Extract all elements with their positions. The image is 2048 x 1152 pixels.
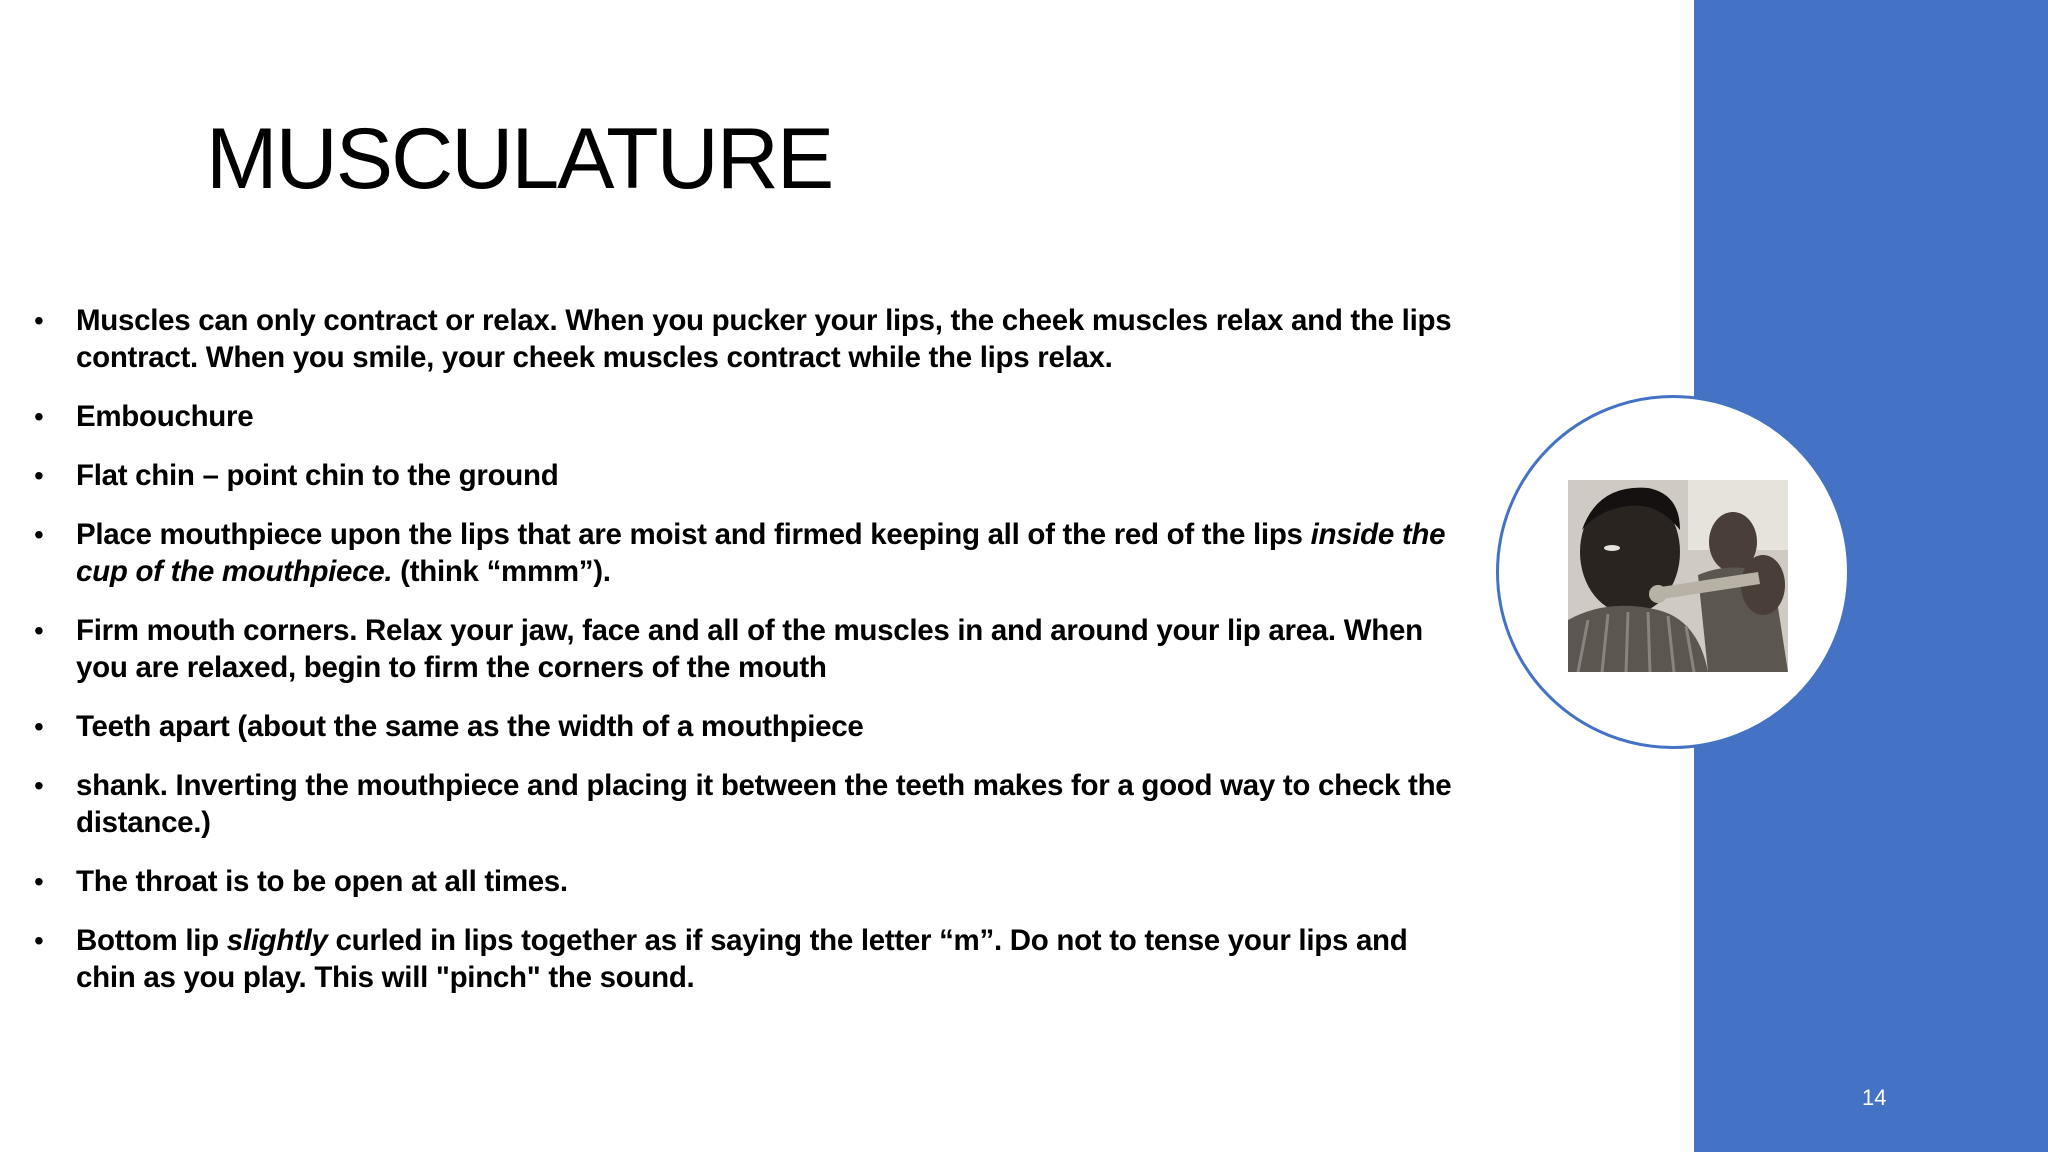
photo-trumpet-mouthpiece	[1649, 585, 1667, 603]
bullet-text: Firm mouth corners. Relax your jaw, face and all of the muscles in and around your lip area. When you are relaxed, begin to firm the corners of the mouth	[76, 614, 1423, 684]
bullet-item	[34, 516, 1454, 590]
bullet-text: Place mouthpiece upon the lips that are moist and firmed keeping all of the red of the lips	[76, 518, 1311, 551]
bullet-list	[34, 302, 1454, 1018]
bullet-text: curled in lips together as if saying the letter “m”. Do not to tense your lips and chin as you play. This will "pinch" the sound.	[76, 924, 1408, 994]
bullet-dot-icon: •	[34, 925, 44, 956]
photo-frame-circle	[1496, 395, 1850, 749]
bullet-dot-icon: •	[34, 401, 44, 432]
bullet-item	[34, 708, 1454, 745]
bullet-dot-icon: •	[34, 866, 44, 897]
bullet-item	[34, 863, 1454, 900]
bullet-text-italic: inside the cup of the mouthpiece.	[76, 518, 1446, 588]
bullet-text: shank. Inverting the mouthpiece and placing it between the teeth makes for a good way to check the distance.)	[76, 769, 1452, 839]
slide-title: MUSCULATURE	[206, 111, 833, 207]
bullet-text: Embouchure	[76, 400, 254, 433]
bullet-item	[34, 457, 1454, 494]
bullet-dot-icon: •	[34, 305, 44, 336]
bullet-text: Bottom lip	[76, 924, 227, 957]
bullet-text: (think “mmm”).	[392, 555, 611, 588]
slide-number: 14	[1862, 1085, 1887, 1110]
bullet-item	[34, 398, 1454, 435]
bullet-text-italic: slightly	[226, 924, 328, 957]
bullet-dot-icon: •	[34, 519, 44, 550]
bullet-text: Teeth apart (about the same as the width of a mouthpiece	[76, 710, 864, 743]
bullet-item	[34, 922, 1454, 996]
bullet-dot-icon: •	[34, 711, 44, 742]
bullet-text: The throat is to be open at all times.	[76, 865, 568, 898]
photo-player-eye	[1604, 545, 1620, 551]
bullet-dot-icon: •	[34, 460, 44, 491]
bullet-item	[34, 612, 1454, 686]
photo-suit-stripe	[1648, 612, 1650, 672]
trumpet-player-photo	[1568, 480, 1788, 672]
bullet-dot-icon: •	[34, 770, 44, 801]
bullet-text: Flat chin – point chin to the ground	[76, 459, 559, 492]
bullet-item	[34, 302, 1454, 376]
bullet-dot-icon: •	[34, 615, 44, 646]
photo-suit-stripe	[1626, 612, 1628, 672]
bullet-item	[34, 767, 1454, 841]
bullet-text: Muscles can only contract or relax. When you pucker your lips, the cheek muscles relax and the lips contract. When you smile, your cheek muscles contract while the lips relax.	[76, 304, 1452, 374]
